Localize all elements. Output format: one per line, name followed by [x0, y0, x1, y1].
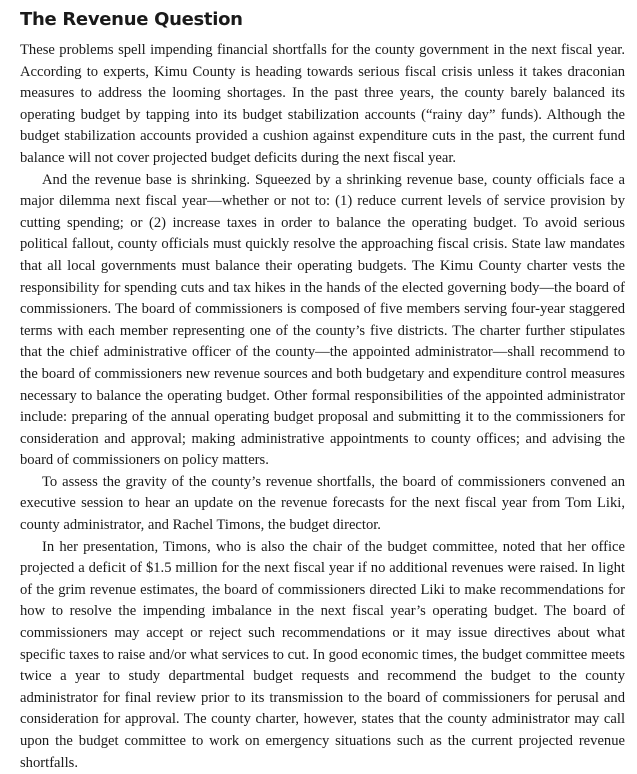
- paragraph-1: These problems spell impending financial shortfalls for the county government in the next fiscal year. According to experts, Kimu County is heading towards serious fiscal crisis unless it takes draconian measures to address the looming shortages. In the past three years, the county barely balanced its operating budget by tapping into its budget stabilization accounts (“rainy day” funds). Although the budget stabilization accounts provided a cushion against expenditure cuts in the past, the current fund balance will not cover projected budget deficits during the next fiscal year.: [20, 42, 625, 166]
- paragraph-3: To assess the gravity of the county’s revenue shortfalls, the board of commissioners convened an executive session to hear an update on the revenue forecasts for the next fiscal year from Tom Liki, county administrator, and Rachel Timons, the budget director.: [20, 473, 625, 534]
- paragraph-4: In her presentation, Timons, who is also the chair of the budget committee, noted that her office projected a deficit of $1.5 million for the next fiscal year if no additional revenues were raised. In light of the grim revenue estimates, the board of commissioners directed Liki to make recommendations for how to resolve the impending imbalance in the next fiscal year’s operating budget. The board of commissioners may accept or reject such recommendations or it may issue directives about what specific taxes to raise and/or what services to cut. In good economic times, the budget committee meets twice a year to study departmental budget requests and recommend the budget to the county administrator for final review prior to its transmission to the board of commissioners for perusal and consideration for approval. The county charter, however, states that the county administrator may call upon the budget committee to work on emergency situations such as the current projected revenue shortfalls.: [20, 538, 625, 771]
- paragraph-2: And the revenue base is shrinking. Squeezed by a shrinking revenue base, county officials face a major dilemma next fiscal year—whether or not to: (1) reduce current levels of service provision by cutting spending; or (2) increase taxes in order to balance the operating budget. To avoid serious political fallout, county officials must quickly resolve the approaching fiscal crisis. State law mandates that all local governments must balance their operating budgets. The Kimu County charter vests the responsibility for spending cuts and tax hikes in the hands of the elected governing body—the board of commissioners. The board of commissioners is composed of five members serving four-year staggered terms with each member representing one of the county’s five districts. The charter further stipulates that the chief administrative officer of the county—the appointed administrator—shall recommend to the board of commissioners new revenue sources and both budgetary and expenditure control measures necessary to balance the operating budget. Other formal responsibilities of the appointed administrator include: preparing of the annual operating budget proposal and submitting it to the commissioners for consideration and approval; making administrative appointments to county offices; and advising the board of commissioners on policy matters.: [20, 171, 625, 469]
- section-heading: The Revenue Question: [20, 9, 243, 30]
